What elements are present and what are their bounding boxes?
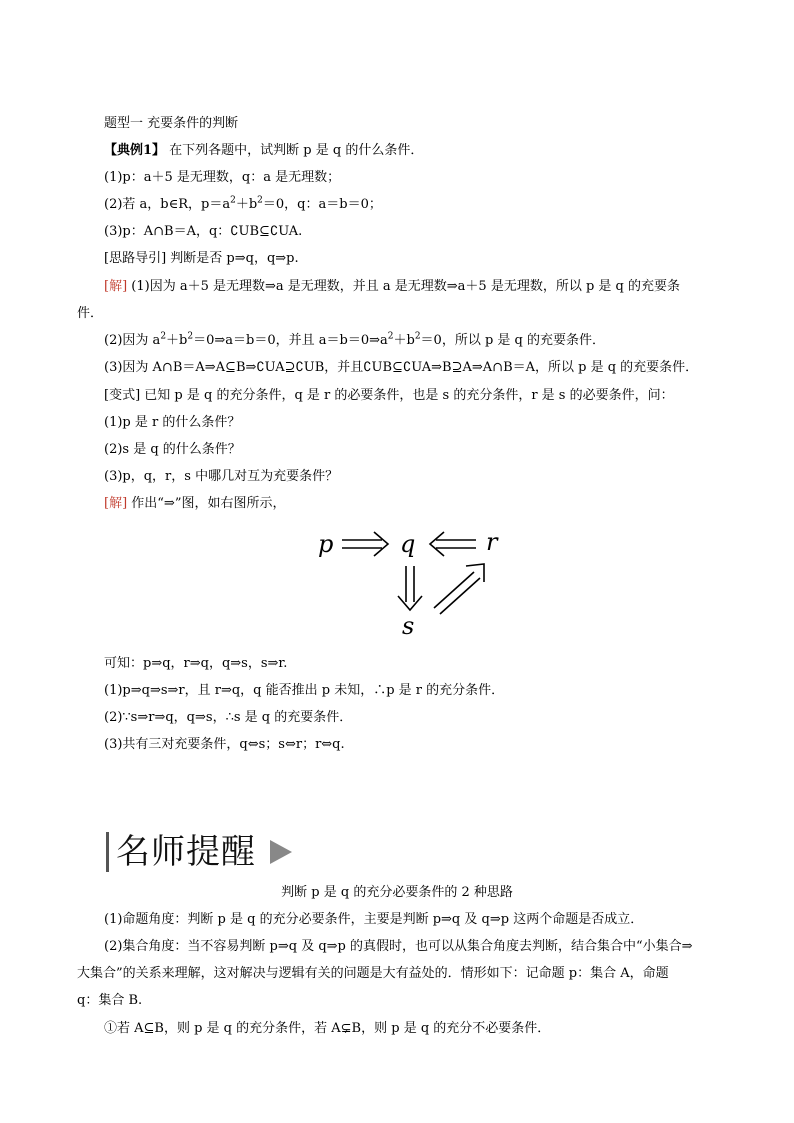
banner-title: 名师提醒 <box>116 832 256 872</box>
node-q: q <box>400 530 416 558</box>
example1-line <box>104 142 423 160</box>
tip-banner <box>106 830 406 874</box>
exponent: 2 <box>187 331 194 342</box>
example1-guide: [思路导引] 判断是否 p⇒q，q⇒p. <box>104 251 299 266</box>
node-r: r <box>486 528 498 556</box>
variant-q3: (3)p，q，r，s 中哪几对互为充要条件？ <box>104 469 339 484</box>
arrow-s-to-r <box>434 564 484 614</box>
exponent: 2 <box>230 195 236 206</box>
solution1-line2-b: ＝0⇒a＝b＝0，并且 a＝b＝0⇒a <box>193 333 388 348</box>
variant-q2: (2)s 是 q 的什么条件？ <box>104 442 241 457</box>
exponent: 2 <box>414 331 421 342</box>
solution2-line <box>104 495 285 513</box>
tip-p2-line1: (2)集合角度：当不容易判断 p⇒q 及 q⇒p 的真假时，也可以从集合角度去判断，结合集合中“小集合⇒ <box>104 939 693 954</box>
solution1-line2-a: ＋b <box>166 333 188 348</box>
tip-p2-line3: q：集合 B. <box>77 993 143 1008</box>
solution1-line2-pre: (2)因为 a <box>104 333 161 348</box>
item2-pre: (2)若 a，b∈R，p＝a <box>104 197 231 212</box>
item2-mid2: ＝0，q：a＝b＝0； <box>262 197 382 212</box>
solution1-line2-c: ＋b <box>393 333 415 348</box>
variant-line <box>104 387 674 405</box>
example-text: 在下列各题中，试判断 p 是 q 的什么条件． <box>165 143 424 158</box>
tip-p1: (1)命题角度：判断 p 是 q 的充分必要条件，主要是判断 p⇒q 及 q⇒p 这两个命题是否成立． <box>104 912 644 927</box>
solution-label: [解] <box>104 496 128 511</box>
example-label: 【典例1】 <box>104 143 166 158</box>
variant-text: 已知 p 是 q 的充分条件，q 是 r 的必要条件，也是 s 的充分条件，r 是 s 的必要条件，问： <box>140 388 674 403</box>
example1-item3: (3)p：A∩B＝A，q：∁UB⊆∁UA. <box>104 224 303 239</box>
play-triangle-icon <box>268 838 296 866</box>
solution1-line1 <box>104 278 680 296</box>
item2-mid1: ＋b <box>235 197 258 212</box>
tip-heading: 判断 p 是 q 的充分必要条件的 2 种思路 <box>281 885 513 900</box>
example1-item2 <box>104 196 382 214</box>
solution1-line2-d: ＝0，所以 p 是 q 的充要条件． <box>420 333 605 348</box>
arrow-r-to-q <box>430 532 476 556</box>
solution1-line2 <box>104 332 605 350</box>
exponent: 2 <box>257 195 263 206</box>
solution2-text: 作出“⇒”图，如右图所示， <box>127 496 286 511</box>
solution1-line3: (3)因为 A∩B＝A⇒A⊆B⇒∁UA⊇∁UB，并且∁UB⊆∁UA⇒B⊇A⇒A∩B＝A，所以 p 是 q 的充要条件． <box>104 360 699 375</box>
solution1-text1: (1)因为 a＋5 是无理数⇒a 是无理数，并且 a 是无理数⇒a＋5 是无理数，所以 p 是 q 的充要条 <box>127 279 680 294</box>
solution-label: [解] <box>104 279 128 294</box>
example1-item1: (1)p：a＋5 是无理数，q：a 是无理数； <box>104 170 341 185</box>
solution2-known: 可知：p⇒q，r⇒q，q⇒s，s⇒r. <box>104 656 288 671</box>
solution2-a1: (1)p⇒q⇒s⇒r，且 r⇒q，q 能否推出 p 未知，∴p 是 r 的充分条件． <box>104 683 505 698</box>
exponent: 2 <box>160 331 167 342</box>
arrow-q-to-s <box>398 566 422 610</box>
implication-diagram <box>312 522 512 642</box>
node-s: s <box>402 612 415 640</box>
banner-bar <box>106 832 109 872</box>
variant-q1: (1)p 是 r 的什么条件？ <box>104 415 241 430</box>
solution2-a2: (2)∵s⇒r⇒q，q⇒s，∴s 是 q 的充要条件． <box>104 710 353 725</box>
section-title: 题型一 充要条件的判断 <box>104 116 239 131</box>
exponent: 2 <box>387 331 394 342</box>
solution1-line1-cont: 件． <box>77 306 104 321</box>
solution2-a3: (3)共有三对充要条件，q⇔s；s⇔r；r⇔q. <box>104 737 345 752</box>
arrow-p-to-q <box>342 532 388 556</box>
tip-p2-line2: 大集合”的关系来理解，这对解决与逻辑有关的问题是大有益处的．情形如下：记命题 p：集合 A，命题 <box>77 966 669 981</box>
node-p: p <box>318 530 334 558</box>
tip-p3: ①若 A⊆B，则 p 是 q 的充分条件，若 A⊊B，则 p 是 q 的充分不必要条件． <box>104 1021 551 1036</box>
variant-label: [变式] <box>104 388 141 403</box>
